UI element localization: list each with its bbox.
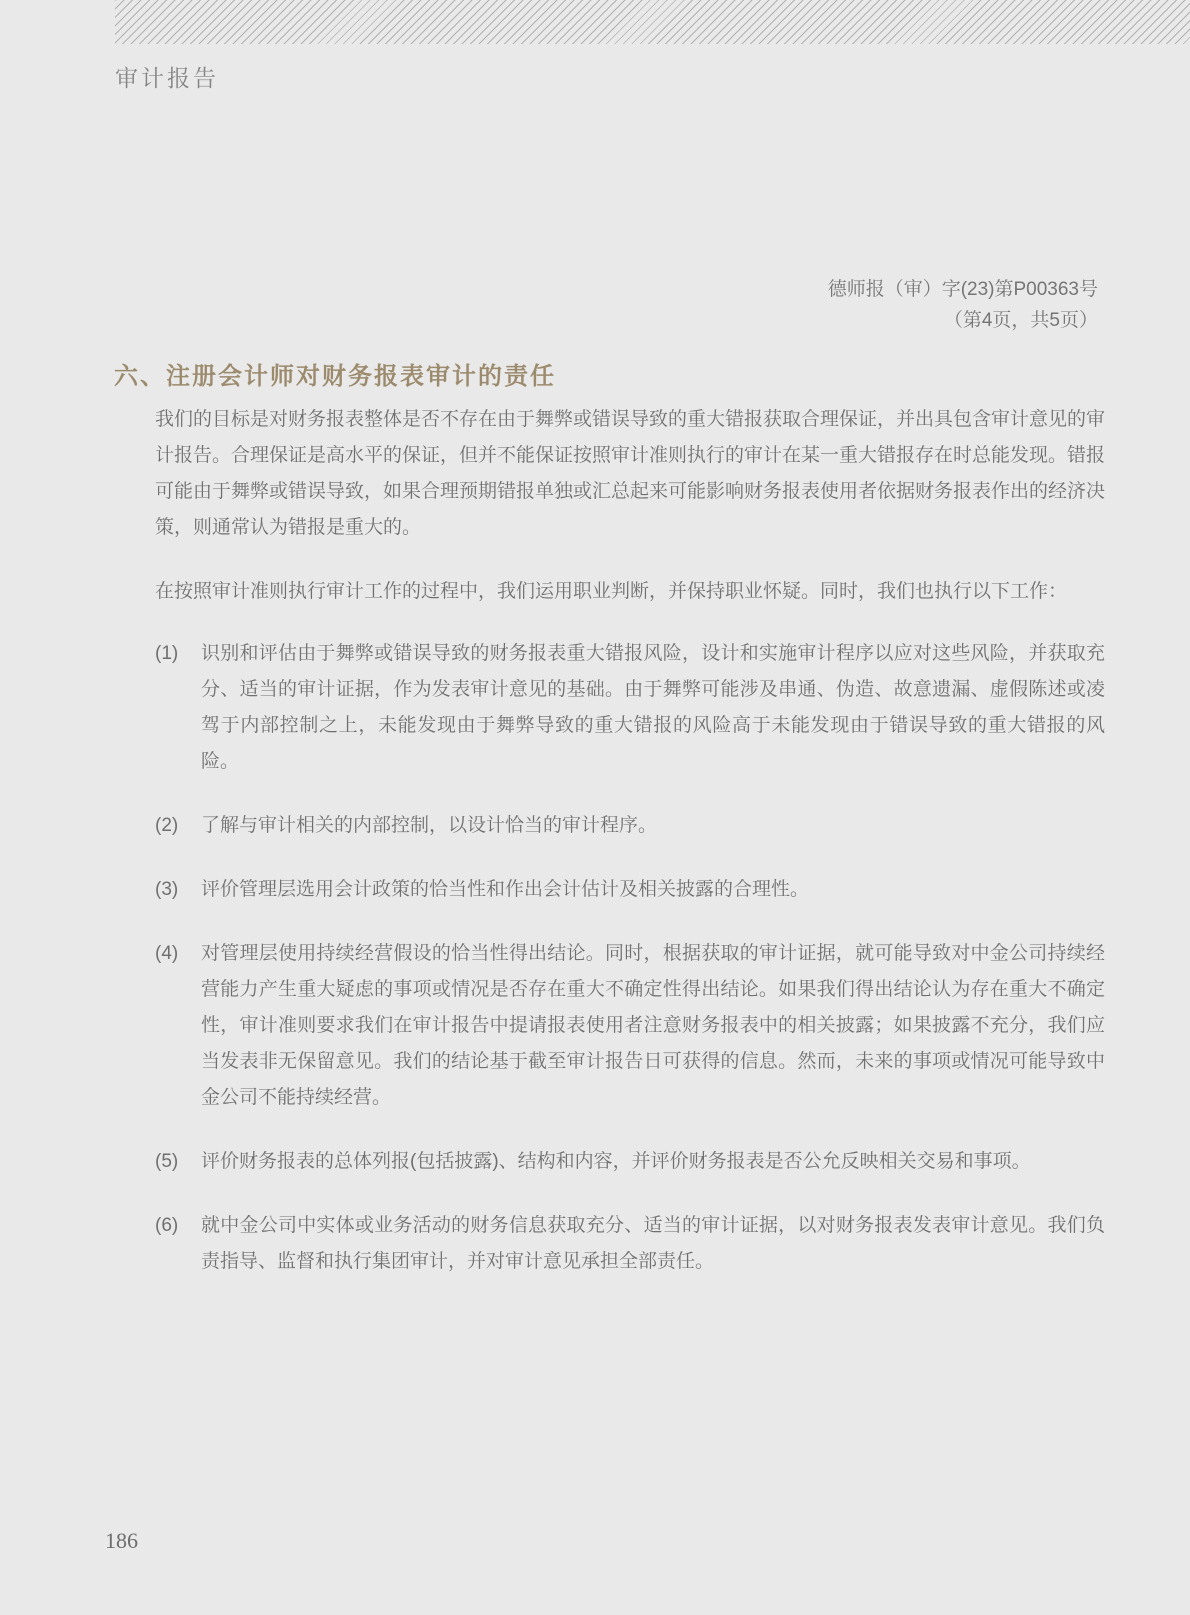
list-item-text: 对管理层使用持续经营假设的恰当性得出结论。同时，根据获取的审计证据，就可能导致对中金公司持续经营能力产生重大疑虑的事项或情况是否存在重大不确定性得出结论。如果我们得出结论认为存在重大不确定性，审计准则要求我们在审计报告中提请报表使用者注意财务报表中的相关披露；如果披露不充分，我们应当发表非无保留意见。我们的结论基于截至审计报告日可获得的信息。然而，未来的事项或情况可能导致中金公司不能持续经营。: [201, 943, 1105, 1108]
list-item-text: 评价财务报表的总体列报(包括披露)、结构和内容，并评价财务报表是否公允反映相关交易和事项。: [201, 1151, 1031, 1172]
paragraph-objective: 我们的目标是对财务报表整体是否不存在由于舞弊或错误导致的重大错报获取合理保证，并出具包含审计意见的审计报告。合理保证是高水平的保证，但并不能保证按照审计准则执行的审计在某一重大错报存在时总能发现。错报可能由于舞弊或错误导致，如果合理预期错报单独或汇总起来可能影响财务报表使用者依据财务报表作出的经济决策，则通常认为错报是重大的。: [155, 409, 1106, 538]
list-item: [155, 808, 1105, 844]
list-item: [155, 1208, 1105, 1280]
list-item-text: 评价管理层选用会计政策的恰当性和作出会计估计及相关披露的合理性。: [201, 879, 810, 900]
list-item-text: 识别和评估由于舞弊或错误导致的财务报表重大错报风险，设计和实施审计程序以应对这些风险，并获取充分、适当的审计证据，作为发表审计意见的基础。由于舞弊可能涉及串通、伪造、故意遗漏、虚假陈述或凌驾于内部控制之上，未能发现由于舞弊导致的重大错报的风险高于未能发现由于错误导致的重大错报的风险。: [201, 643, 1105, 772]
paragraph-procedures-intro: 在按照审计准则执行审计工作的过程中，我们运用职业判断，并保持职业怀疑。同时，我们也执行以下工作：: [155, 581, 1068, 602]
page-info: （第4页，共5页）: [943, 310, 1098, 331]
section-body: [155, 402, 1105, 1308]
document-number: 德师报（审）字(23)第P00363号: [827, 279, 1098, 300]
list-item-number: (5): [155, 1151, 179, 1172]
page-number: 186: [105, 1528, 138, 1553]
list-item-number: (1): [155, 643, 179, 664]
list-item-number: (2): [155, 815, 179, 836]
hatch-pattern-decoration: [115, 0, 1190, 44]
list-item-number: (3): [155, 879, 179, 900]
list-item: [155, 936, 1105, 1116]
list-item: [155, 636, 1105, 780]
list-item: [155, 872, 1105, 908]
list-item-number: (4): [155, 943, 179, 964]
list-item-text: 就中金公司中实体或业务活动的财务信息获取充分、适当的审计证据，以对财务报表发表审计意见。我们负责指导、监督和执行集团审计，并对审计意见承担全部责任。: [201, 1215, 1105, 1272]
list-item-number: (6): [155, 1215, 179, 1236]
document-title: 审计报告: [115, 66, 219, 91]
list-item: [155, 1144, 1105, 1180]
reference-block: [828, 274, 1098, 336]
list-item-text: 了解与审计相关的内部控制，以设计恰当的审计程序。: [201, 815, 658, 836]
section-heading: 六、注册会计师对财务报表审计的责任: [114, 363, 556, 390]
